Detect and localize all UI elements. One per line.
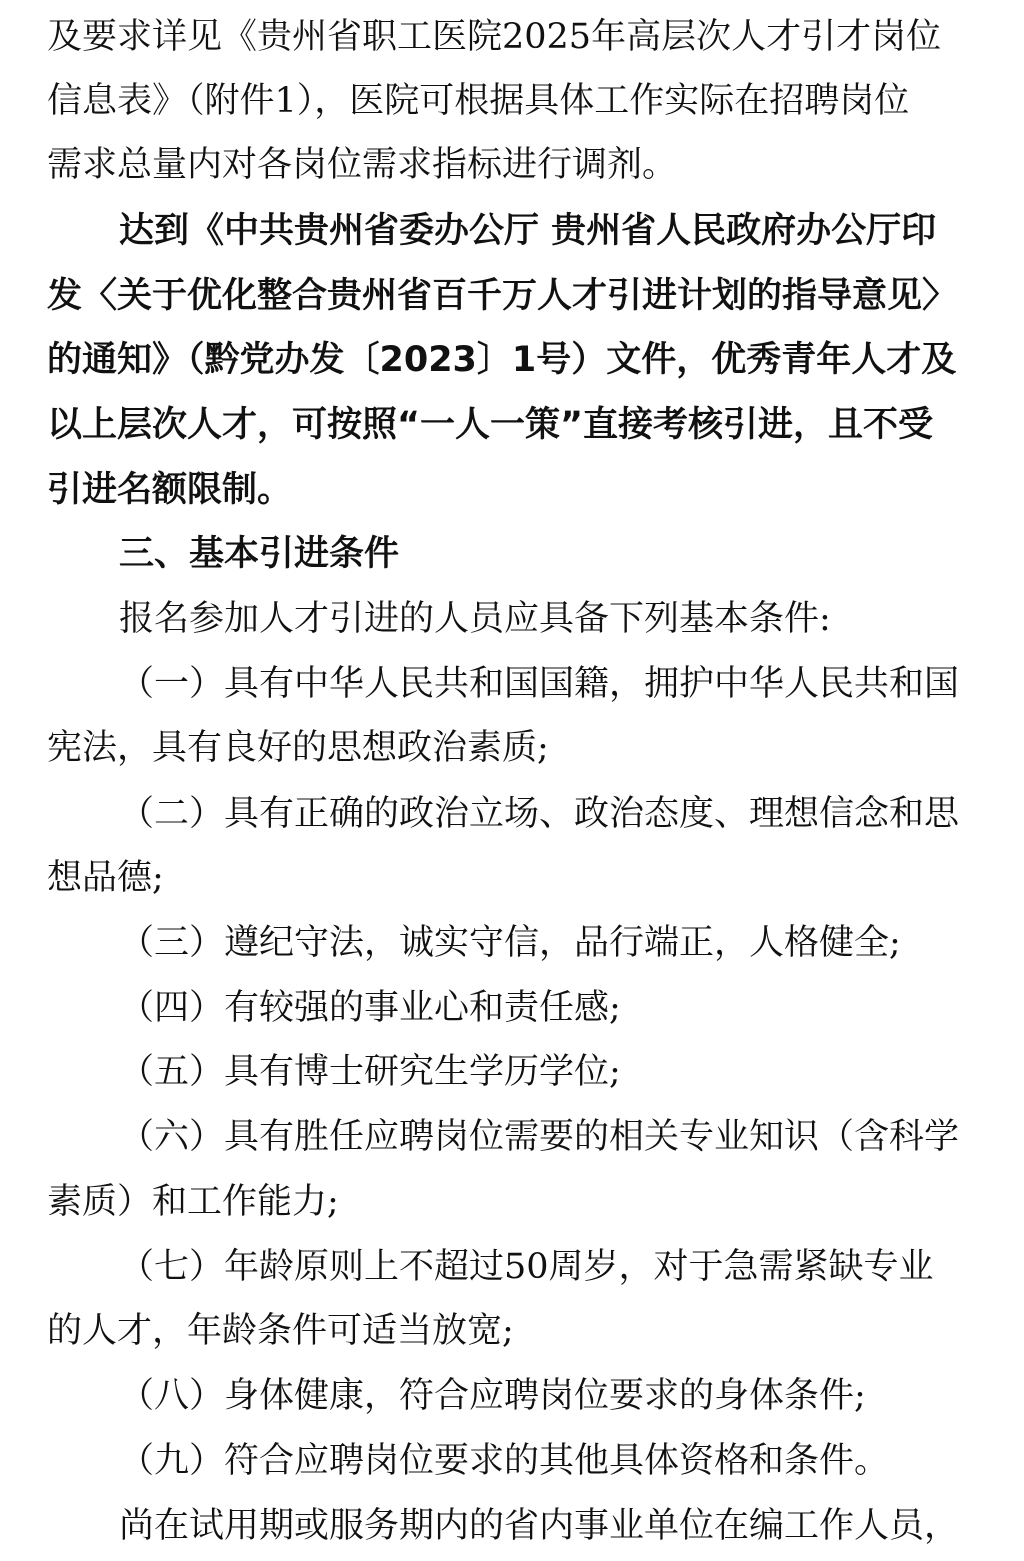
trailing-paragraph-line-1: 尚在试用期或服务期内的省内事业单位在编工作人员， [119,1506,960,1546]
condition-2-line-1: （二）具有正确的政治立场、政治态度、理想信念和思 [119,794,960,834]
condition-7-line-2: 的人才，年龄条件可适当放宽; [47,1311,514,1351]
condition-6-line-2: 素质）和工作能力; [47,1182,339,1222]
requirements-intro: 报名参加人才引进的人员应具备下列基本条件: [119,599,831,639]
condition-6-line-1: （六）具有胜任应聘岗位需要的相关专业知识（含科学 [119,1117,960,1157]
body-line-1: 及要求详见《贵州省职工医院2025年高层次人才引才岗位 [47,17,942,57]
bold-paragraph-line-3: 的通知》（黔党办发〔2023〕1号）文件，优秀青年人才及 [47,340,957,380]
condition-1-line-2: 宪法，具有良好的思想政治素质; [47,728,549,768]
bold-paragraph-line-2: 发〈关于优化整合贵州省百千万人才引进计划的指导意见〉 [47,276,958,316]
bold-paragraph-line-1: 达到《中共贵州省委办公厅 贵州省人民政府办公厅印 [119,211,937,251]
condition-2-line-2: 想品德; [47,858,164,898]
condition-1-line-1: （一）具有中华人民共和国国籍，拥护中华人民共和国 [119,664,960,704]
condition-4: （四）有较强的事业心和责任感; [119,988,621,1028]
condition-3: （三）遵纪守法，诚实守信，品行端正，人格健全; [119,923,901,963]
section-heading: 三、基本引进条件 [119,534,400,574]
condition-7-line-1: （七）年龄原则上不超过50周岁，对于急需紧缺专业 [119,1247,934,1287]
bold-paragraph-line-4: 以上层次人才，可按照“一人一策”直接考核引进，且不受 [47,405,934,445]
condition-8: （八）身体健康，符合应聘岗位要求的身体条件; [119,1376,866,1416]
body-line-2: 信息表》（附件1），医院可根据具体工作实际在招聘岗位 [47,81,910,121]
condition-9: （九）符合应聘岗位要求的其他具体资格和条件。 [119,1441,890,1481]
bold-paragraph-line-5: 引进名额限制。 [47,470,293,510]
condition-5: （五）具有博士研究生学历学位; [119,1052,621,1092]
body-line-3: 需求总量内对各岗位需求指标进行调剂。 [47,145,678,185]
